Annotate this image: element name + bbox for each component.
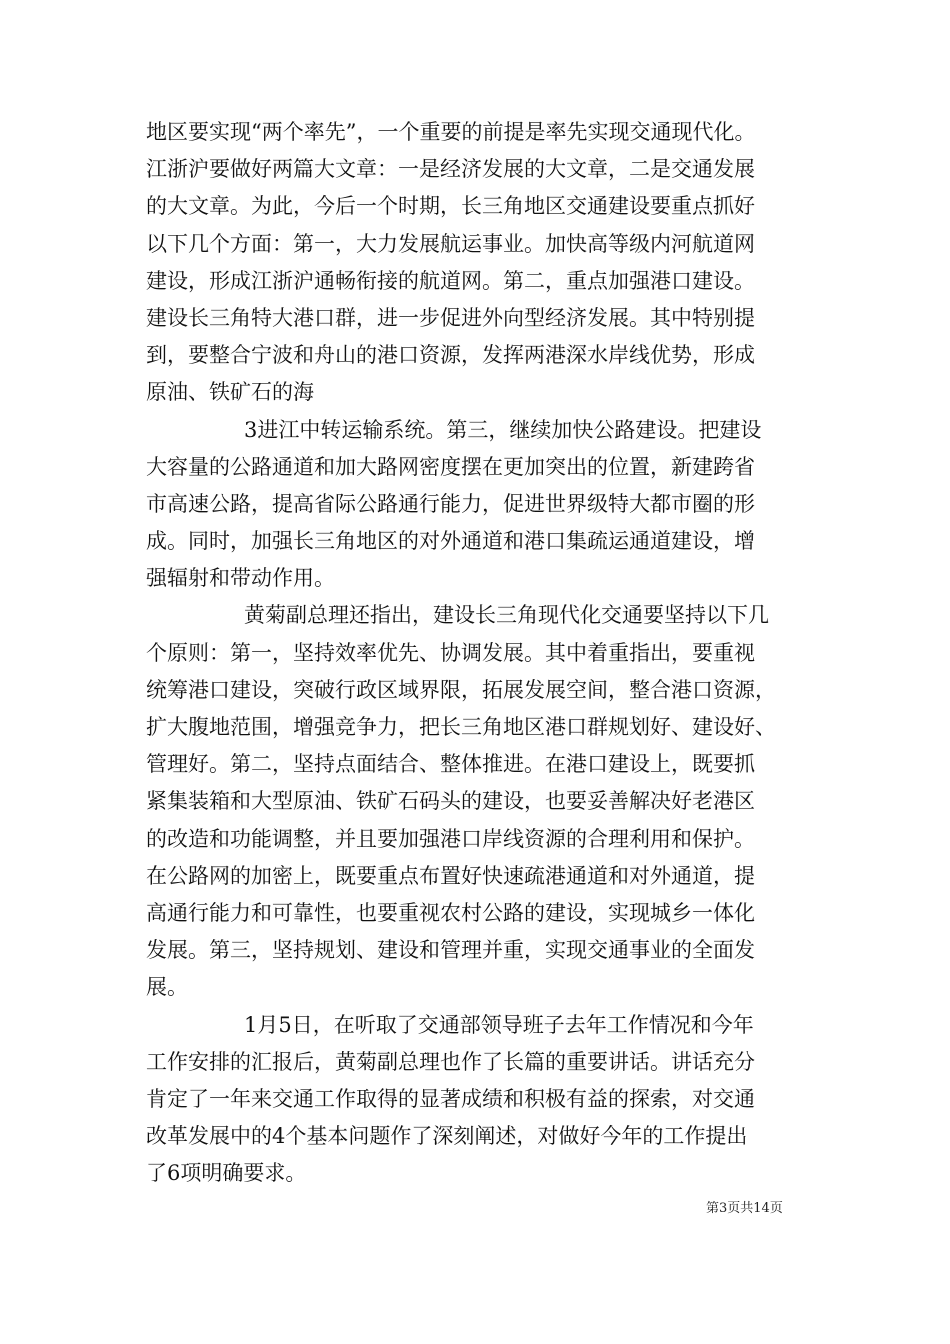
- text-line: 的改造和功能调整，并且要加强港口岸线资源的合理利用和保护。: [146, 826, 755, 851]
- text-line: 大容量的公路通道和加大路网密度摆在更加突出的位置，新建跨省: [146, 454, 755, 479]
- text-line: 改革发展中的4个基本问题作了深刻阐述，对做好今年的工作提出: [146, 1124, 748, 1149]
- text-line: 扩大腹地范围，增强竞争力，把长三角地区港口群规划好、建设好、: [146, 715, 776, 739]
- text-line: 管理好。第二，坚持点面结合、整体推进。在港口建设上，既要抓: [146, 752, 755, 777]
- text-line: 高通行能力和可靠性，也要重视农村公路的建设，实现城乡一体化: [146, 900, 755, 925]
- text-line: 强辐射和带动作用。: [146, 566, 335, 591]
- text-line: 的大文章。为此，今后一个时期，长三角地区交通建设要重点抓好: [146, 194, 755, 219]
- text-line: 个原则：第一，坚持效率优先、协调发展。其中着重指出，要重视: [146, 640, 755, 665]
- text-line: 原油、铁矿石的海: [146, 380, 314, 405]
- paragraph-1: [146, 114, 836, 412]
- text-line: 了6项明确要求。: [146, 1161, 307, 1186]
- document-body: [146, 114, 836, 1192]
- text-line: 地区要实现“两个率先”，一个重要的前提是率先实现交通现代化。: [146, 120, 756, 144]
- page-number-footer: 第3页共14页: [706, 1201, 783, 1216]
- text-line: 江浙沪要做好两篇大文章：一是经济发展的大文章，二是交通发展: [146, 157, 755, 182]
- text-line-indented: 黄菊副总理还指出，建设长三角现代化交通要坚持以下几: [244, 603, 769, 628]
- text-line: 肯定了一年来交通工作取得的显著成绩和积极有益的探索，对交通: [146, 1086, 755, 1111]
- text-line: 到，要整合宁波和舟山的港口资源，发挥两港深水岸线优势，形成: [146, 343, 755, 368]
- text-line: 以下几个方面：第一，大力发展航运事业。加快高等级内河航道网: [146, 231, 755, 256]
- paragraph-4: [146, 1007, 836, 1193]
- text-line: 紧集装箱和大型原油、铁矿石码头的建设，也要妥善解决好老港区: [146, 789, 755, 814]
- text-line: 在公路网的加密上，既要重点布置好快速疏港通道和对外通道，提: [146, 863, 755, 888]
- text-line: 展。: [146, 975, 188, 1000]
- text-line: 发展。第三，坚持规划、建设和管理并重，实现交通事业的全面发: [146, 938, 755, 963]
- text-line-indented: 3进江中转运输系统。第三，继续加快公路建设。把建设: [244, 417, 762, 442]
- paragraph-3: [146, 597, 836, 1006]
- text-line: 建设长三角特大港口群，进一步促进外向型经济发展。其中特别提: [146, 305, 755, 330]
- text-line: 统筹港口建设，突破行政区域界限，拓展发展空间，整合港口资源，: [146, 677, 776, 702]
- text-line: 建设，形成江浙沪通畅衔接的航道网。第二，重点加强港口建设。: [146, 268, 755, 293]
- text-line: 市高速公路，提高省际公路通行能力，促进世界级特大都市圈的形: [146, 491, 755, 516]
- text-line: 工作安排的汇报后，黄菊副总理也作了长篇的重要讲话。讲话充分: [146, 1049, 755, 1074]
- paragraph-2: [146, 412, 836, 598]
- text-line: 成。同时，加强长三角地区的对外通道和港口集疏运通道建设，增: [146, 529, 755, 554]
- text-line-indented: 1月5日，在听取了交通部领导班子去年工作情况和今年: [244, 1012, 754, 1037]
